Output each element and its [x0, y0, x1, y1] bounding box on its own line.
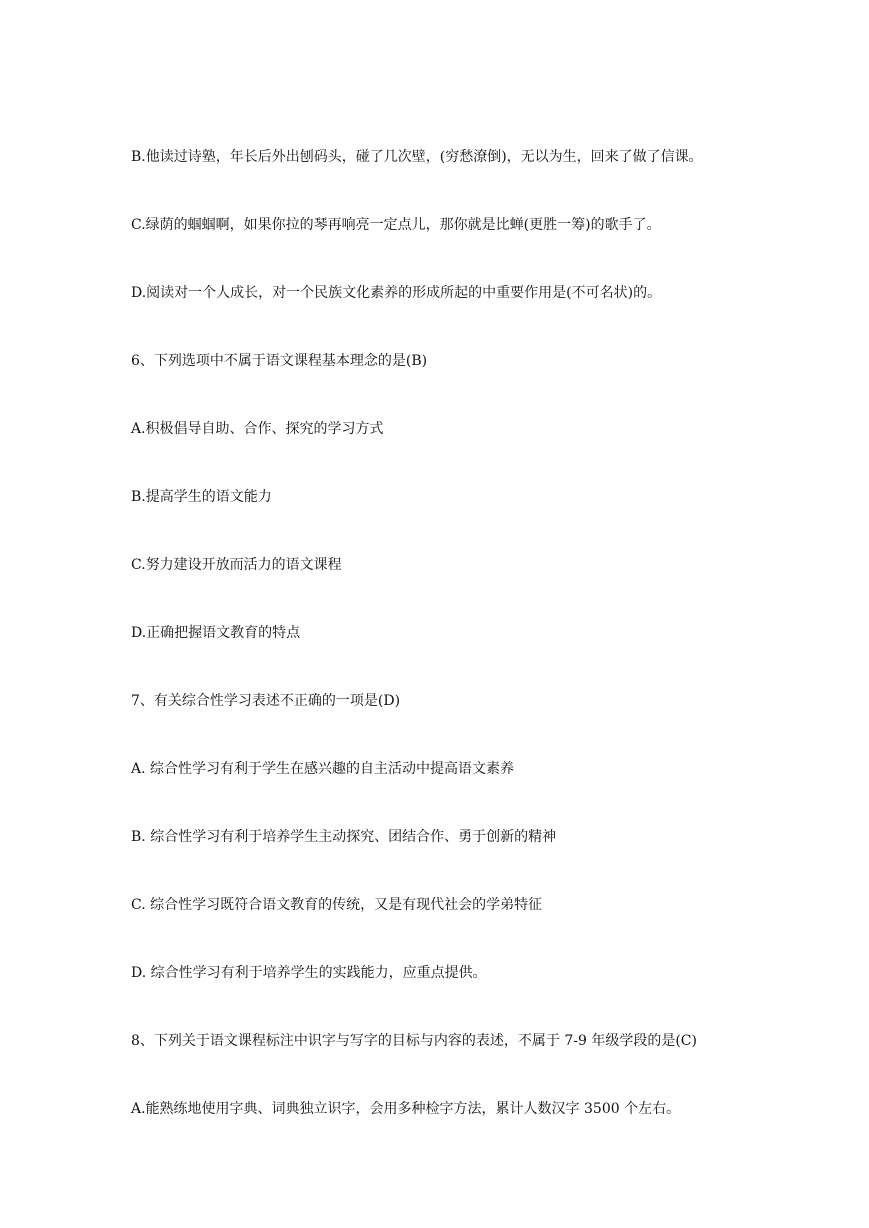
option-b-q6: B.提高学生的语文能力 [131, 489, 272, 505]
option-a-q8: A.能熟练地使用字典、词典独立识字，会用多种检字方法，累计人数汉字 3500 个左右。 [131, 1101, 681, 1117]
option-c-q5: C.绿荫的蝈蝈啊，如果你拉的琴再响亮一定点儿，那你就是比蝉(更胜一筹)的歌手了。 [131, 217, 661, 233]
option-d-q5: D.阅读对一个人成长，对一个民族文化素养的形成所起的中重要作用是(不可名状)的。 [131, 285, 662, 301]
option-d-q7: D. 综合性学习有利于培养学生的实践能力，应重点提供。 [131, 965, 487, 981]
option-c-q7: C. 综合性学习既符合语文教育的传统，又是有现代社会的学弟特征 [131, 897, 543, 913]
option-a-q7: A. 综合性学习有利于学生在感兴趣的自主活动中提高语文素养 [131, 761, 515, 777]
question-7: 7、有关综合性学习表述不正确的一项是(D) [131, 693, 401, 709]
option-c-q6: C.努力建设开放而活力的语文课程 [131, 557, 342, 573]
option-b-q5: B.他读过诗塾，年长后外出刨码头，碰了几次壁，(穷愁潦倒)，无以为生，回来了做了信课。 [131, 149, 703, 165]
option-d-q6: D.正确把握语文教育的特点 [131, 625, 301, 641]
question-8: 8、下列关于语文课程标注中识字与写字的目标与内容的表述，不属于 7-9 年级学段的是(C) [131, 1033, 697, 1049]
question-6: 6、下列选项中不属于语文课程基本理念的是(B) [131, 353, 428, 369]
option-b-q7: B. 综合性学习有利于培养学生主动探究、团结合作、勇于创新的精神 [131, 829, 557, 845]
option-a-q6: A.积极倡导自助、合作、探究的学习方式 [131, 421, 384, 437]
